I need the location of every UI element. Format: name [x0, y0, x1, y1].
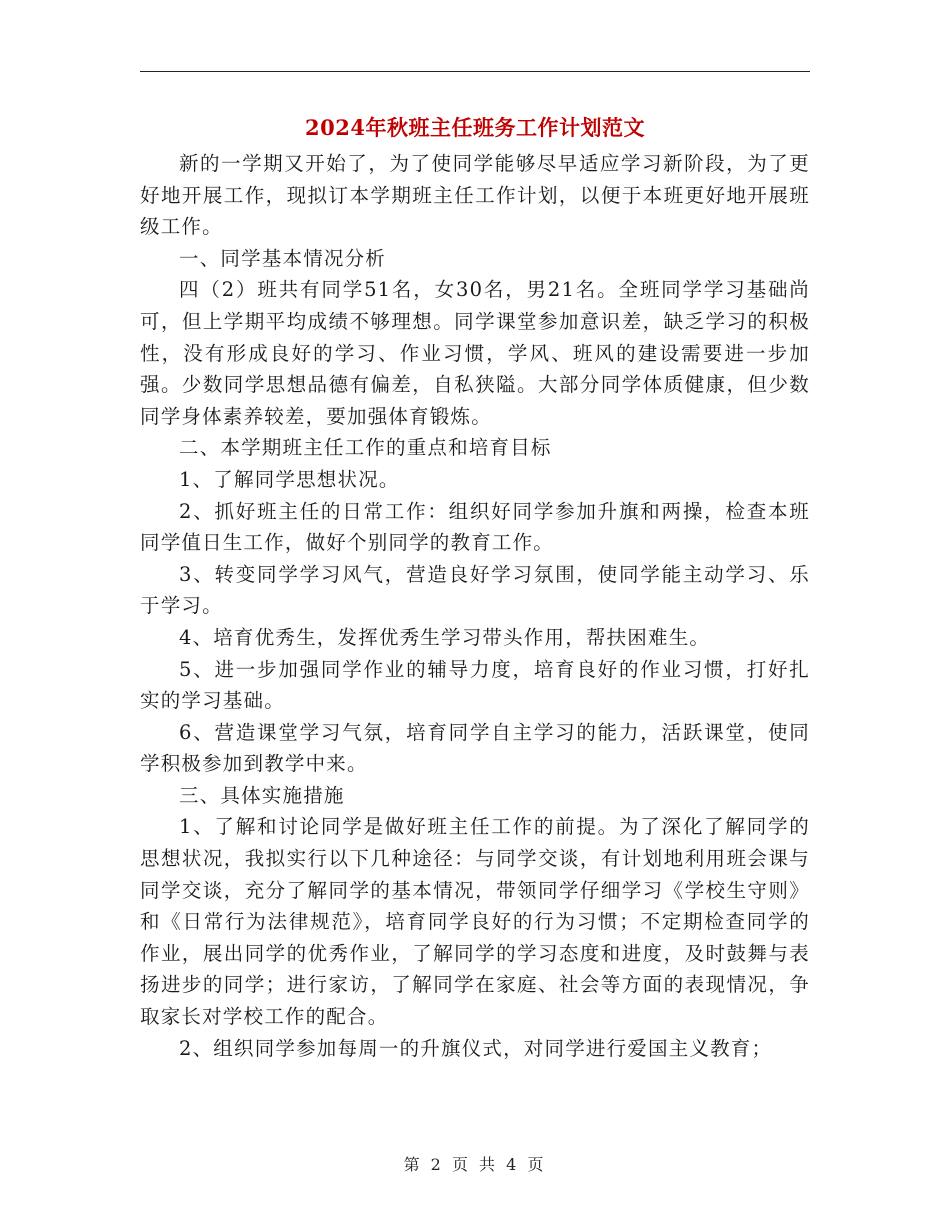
section-heading-3: 三、具体实施措施 — [179, 783, 345, 807]
section-heading-1: 一、同学基本情况分析 — [179, 246, 387, 270]
measure-item-2: 2、组织同学参加每周一的升旗仪式，对同学进行爱国主义教育； — [179, 1036, 773, 1060]
section-heading-2: 二、本学期班主任工作的重点和培育目标 — [179, 436, 552, 460]
goal-item-6: 6、营造课堂学习气氛，培育同学自主学习的能力，活跃课堂，使同学积极参加到教学中来。 — [140, 720, 810, 776]
document-body — [140, 148, 810, 1064]
goal-item-4: 4、培育优秀生，发挥优秀生学习带头作用，帮扶困难生。 — [179, 625, 711, 649]
goal-item-2: 2、抓好班主任的日常工作：组织好同学参加升旗和两操，检查本班同学值日生工作，做好个别同学的教育工作。 — [140, 499, 810, 555]
paragraph-intro: 新的一学期又开始了，为了使同学能够尽早适应学习新阶段，为了更好地开展工作，现拟订本学期班主任工作计划，以便于本班更好地开展班级工作。 — [140, 152, 810, 239]
page-number: 第 2 页 共 4 页 — [403, 1155, 547, 1174]
paragraph-class-analysis: 四（2）班共有同学51名，女30名，男21名。全班同学学习基础尚可，但上学期平均成绩不够理想。同学课堂参加意识差，缺乏学习的积极性，没有形成良好的学习、作业习惯，学风、班风的建设需要进一步加强。少数同学思想品德有偏差，自私狭隘。大部分同学体质健康，但少数同学身体素养较差，要加强体育锻炼。 — [140, 278, 810, 428]
document-title: 2024年秋班主任班务工作计划范文 — [305, 115, 645, 140]
header-rule — [140, 71, 810, 72]
goal-item-5: 5、进一步加强同学作业的辅导力度，培育良好的作业习惯，打好扎实的学习基础。 — [140, 657, 810, 713]
goal-item-1: 1、了解同学思想状况。 — [179, 467, 400, 491]
measure-item-1: 1、了解和讨论同学是做好班主任工作的前提。为了深化了解同学的思想状况，我拟实行以下几种途径：与同学交谈，有计划地利用班会课与同学交谈，充分了解同学的基本情况，带领同学仔细学习《学校生守则》和《日常行为法律规范》，培育同学良好的行为习惯；不定期检查同学的作业，展出同学的优秀作业，了解同学的学习态度和进度，及时鼓舞与表扬进步的同学；进行家访，了解同学在家庭、社会等方面的表现情况，争取家长对学校工作的配合。 — [140, 815, 810, 1029]
goal-item-3: 3、转变同学学习风气，营造良好学习氛围，使同学能主动学习、乐于学习。 — [140, 562, 810, 618]
